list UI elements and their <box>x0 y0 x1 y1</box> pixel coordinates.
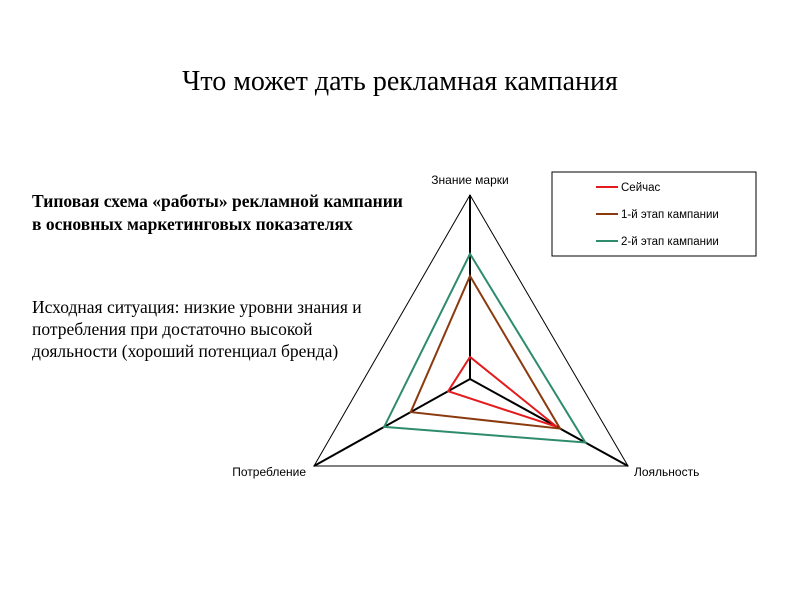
legend-label: Сейчас <box>621 182 661 194</box>
slide-subtitle: Типовая схема «работы» рекламной кампании в основных маркетинговых показателях <box>32 191 403 234</box>
slide-title: Что может дать рекламная кампания <box>182 66 618 97</box>
radar-axis-label: Потребление <box>232 465 306 479</box>
legend-label: 1-й этап кампании <box>621 209 719 221</box>
chart-legend <box>552 172 756 256</box>
radar-series-line <box>411 276 560 429</box>
radar-series <box>384 254 585 443</box>
radar-axis-label: Знание марки <box>431 173 509 187</box>
legend-label: 2-й этап кампании <box>621 236 719 248</box>
slide-description: Исходная ситуация: низкие уровни знания и потребления при достаточно высокой дояльности (хороший потенциал бренда) <box>32 297 362 361</box>
radar-axis-label: Лояльность <box>634 465 700 479</box>
radar-axis-line <box>470 379 628 466</box>
radar-series-line <box>384 254 585 443</box>
radar-axis-line <box>314 379 470 466</box>
